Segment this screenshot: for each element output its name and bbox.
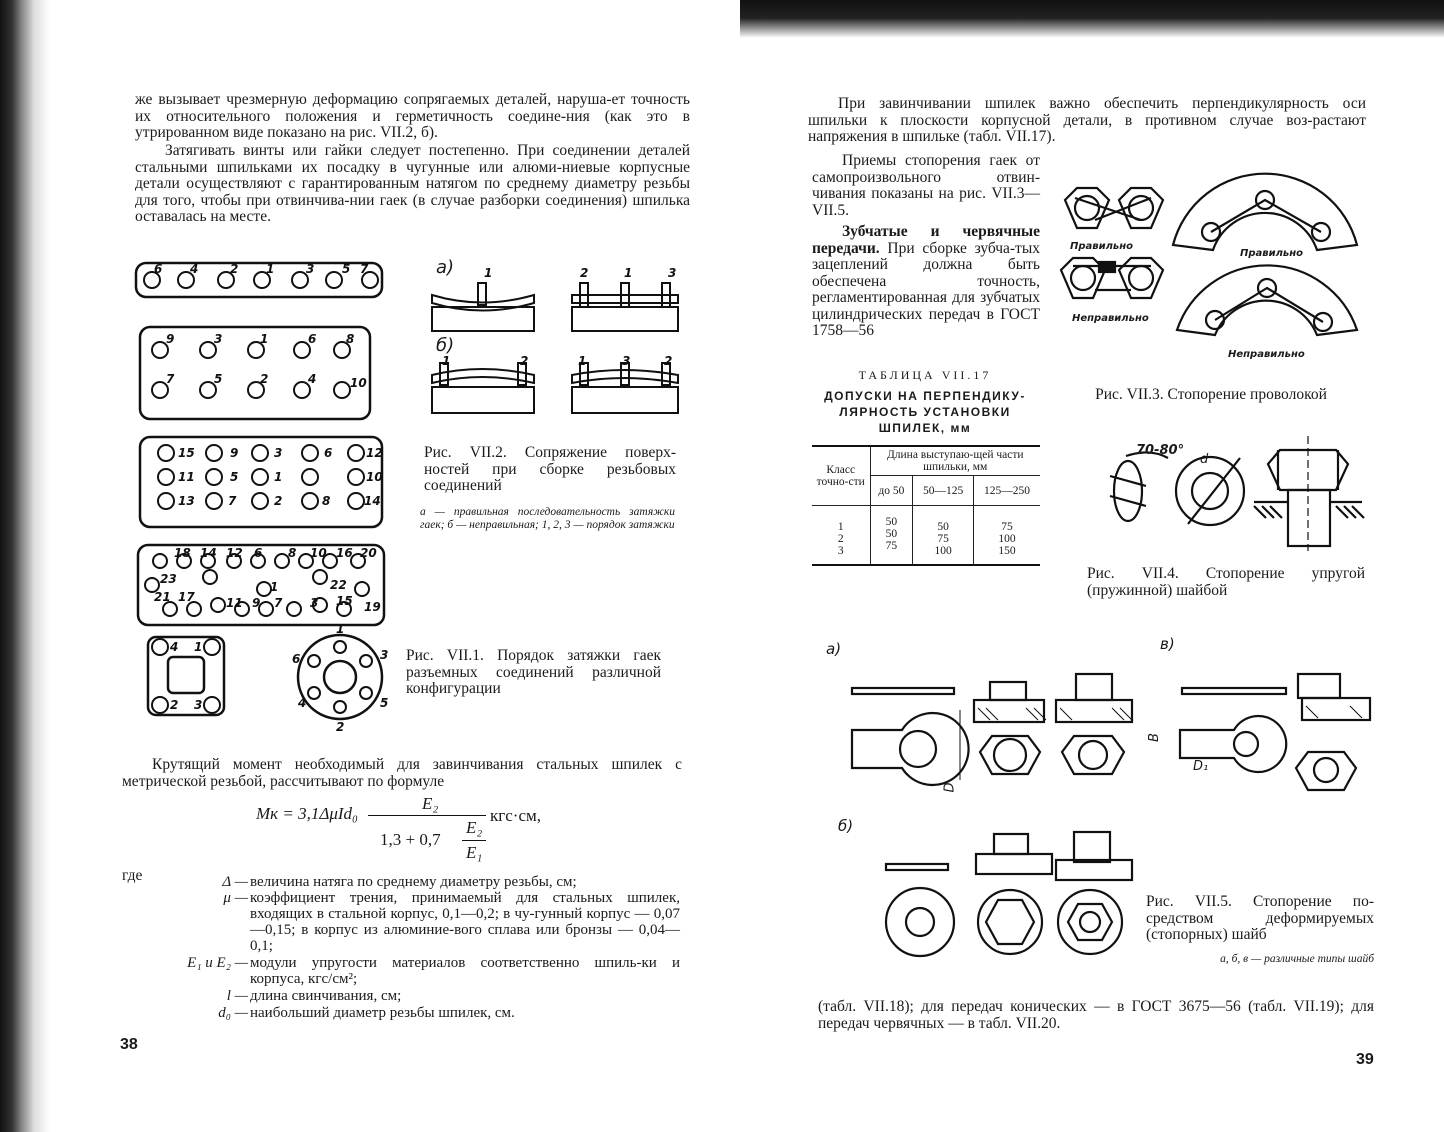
fig5-B-label: B [1146, 733, 1162, 742]
table-col-1: до 50 [870, 476, 913, 506]
svg-text:4: 4 [298, 696, 307, 710]
fig2-joint-diagrams [430, 265, 690, 425]
svg-text:2: 2 [170, 698, 179, 712]
svg-text:3: 3 [622, 354, 631, 368]
fig1-caption: Рис. VII.1. Порядок затяжки гаек разъемных соединений различной конфигурации [406, 647, 661, 697]
table-subtitle: ДОПУСКИ НА ПЕРПЕНДИКУ-ЛЯРНОСТЬ УСТАНОВКИ ШПИЛЕК, мм [824, 389, 1026, 435]
svg-text:2: 2 [664, 354, 673, 368]
page-number-left: 38 [120, 1036, 138, 1053]
definition-symbol: μ — [223, 890, 248, 906]
svg-text:7: 7 [360, 262, 369, 276]
svg-text:6: 6 [154, 262, 163, 276]
svg-text:3: 3 [668, 266, 677, 280]
svg-text:1: 1 [266, 262, 275, 276]
definition-text: наибольший диаметр резьбы шпилек, см. [250, 1005, 515, 1021]
svg-text:8: 8 [322, 494, 331, 508]
svg-text:11: 11 [226, 596, 243, 610]
definition-text: коэффициент трения, принимаемый для стальных шпилек, входящих в стальной корпус, 0,1—0,2; в чу-гунный корпус — 0,07—0,15; в корпус из алюминие-вого сплава или бронзы — 0,04—0,1; [250, 890, 680, 954]
fig5-letter-v: в) [1160, 635, 1175, 653]
fig1-plates [130, 255, 400, 734]
svg-text:1: 1 [260, 332, 269, 346]
fig4-angle-label: 70-80° [1136, 443, 1185, 458]
svg-text:6: 6 [292, 652, 301, 666]
right-para-4: (табл. VII.18); для передач конических — в ГОСТ 3675—56 (табл. VII.19); для передач червячных — в табл. VII.20. [818, 998, 1374, 1032]
definition-text: длина свинчивания, см; [250, 988, 402, 1004]
svg-text:15: 15 [178, 446, 195, 460]
svg-text:4: 4 [308, 372, 317, 386]
svg-text:7: 7 [228, 494, 237, 508]
fig5-subcaption: а, б, в — различные типы шайб [1220, 953, 1374, 965]
svg-text:6: 6 [308, 332, 317, 346]
svg-text:3: 3 [306, 262, 315, 276]
svg-text:23: 23 [160, 572, 177, 586]
svg-text:2: 2 [260, 372, 269, 386]
definition-text: модули упругости материалов соответственно шпиль-ки и корпуса, кгс/см²; [250, 955, 680, 987]
fig4-caption: Рис. VII.4. Стопорение упругой (пружинной) шайбой [1087, 565, 1365, 599]
fig3-wire-locking [1055, 170, 1365, 370]
formula-fraction-bar [368, 815, 486, 816]
svg-text:22: 22 [330, 578, 347, 592]
fig2-subcaption: а — правильная последовательность затяжки гаек; б — неправильная; 1, 2, 3 — порядок затяжки [420, 506, 675, 531]
svg-text:4: 4 [190, 262, 199, 276]
svg-text:14: 14 [200, 546, 217, 560]
svg-text:1: 1 [442, 354, 451, 368]
table-row [812, 506, 1040, 565]
page-edge-shadow [740, 0, 1444, 38]
svg-text:5: 5 [342, 262, 351, 276]
table-cell: 50 75 100 [913, 506, 974, 565]
svg-text:1: 1 [270, 580, 279, 594]
svg-text:1: 1 [578, 354, 587, 368]
table-cell: 1 2 3 [837, 521, 844, 557]
fig3-caption: Рис. VII.3. Стопорение проволокой [1095, 386, 1327, 403]
svg-text:20: 20 [360, 546, 377, 560]
fig5-D-label: D [942, 782, 958, 793]
left-para-1: же вызывает чрезмерную деформацию сопрягаемых деталей, наруша-ет точность их относительного положения и герметичность соедине-ния (как это в утрированном виде показано на рис. VII.2, б). [135, 91, 690, 141]
formula-lhs: Mк = 3,1ΔμId₀ [256, 804, 358, 823]
svg-text:2: 2 [274, 494, 283, 508]
svg-text:21: 21 [154, 590, 171, 604]
svg-text:8: 8 [288, 546, 297, 560]
table-col-2: 50—125 [913, 476, 974, 506]
svg-text:2: 2 [580, 266, 589, 280]
svg-text:9: 9 [230, 446, 239, 460]
where-label: где [122, 867, 143, 884]
definition-item [150, 890, 680, 954]
fig3-label-right-1: Правильно [1070, 241, 1134, 252]
table-head-class: Класс точно-сти [812, 447, 870, 506]
formula-numerator: E₂ [422, 794, 439, 813]
svg-text:10: 10 [350, 376, 367, 390]
svg-text:19: 19 [364, 600, 381, 614]
fig3-label-wrong-1: Неправильно [1072, 313, 1149, 324]
svg-text:7: 7 [274, 596, 283, 610]
svg-text:10: 10 [366, 470, 383, 484]
definition-item [150, 874, 680, 890]
svg-text:1: 1 [624, 266, 633, 280]
right-para-3 [812, 224, 1040, 340]
fig5-letter-b: б) [838, 817, 854, 835]
svg-text:1: 1 [336, 622, 345, 636]
right-para-2: Приемы стопорения гаек от самопроизвольного отвин-чивания показаны на рис. VII.3—VII.5. [812, 152, 1040, 219]
formula-denominator: 1,3 + 0,7 [380, 830, 441, 849]
svg-text:14: 14 [364, 494, 381, 508]
table-head-length: Длина выступаю-щей части шпильки, мм [870, 447, 1040, 476]
definition-text: величина натяга по среднему диаметру резьбы, см; [250, 874, 577, 890]
definition-item [150, 955, 680, 987]
fig3-label-right-2: Правильно [1240, 248, 1304, 259]
book-spine-shadow [0, 0, 50, 1132]
svg-text:4: 4 [170, 640, 179, 654]
svg-text:6: 6 [254, 546, 263, 560]
definition-symbol: E₁ и E₂ — [187, 955, 248, 971]
fig2-letter-b: б) [436, 335, 455, 356]
fig5-caption: Рис. VII.5. Стопорение по-средством деформируемых (стопорных) шайб [1146, 893, 1374, 943]
definition-symbol: Δ — [222, 874, 248, 890]
formula-units: кгс·см, [490, 806, 541, 825]
definition-item [150, 1005, 680, 1021]
svg-text:6: 6 [324, 446, 333, 460]
table-title: ТАБЛИЦА VII.17 [858, 368, 992, 382]
svg-text:5: 5 [380, 696, 389, 710]
page-number-right: 39 [1356, 1051, 1374, 1068]
svg-text:1: 1 [274, 470, 283, 484]
fig2-letter-a: а) [436, 257, 455, 278]
formula-inner-bar [462, 840, 486, 841]
fig4-d-label: d [1200, 452, 1209, 467]
svg-text:2: 2 [230, 262, 239, 276]
svg-text:2: 2 [520, 354, 529, 368]
svg-text:11: 11 [178, 470, 195, 484]
left-para-2: Затягивать винты или гайки следует постепенно. При соединении деталей стальными шпильками их посадку в чугунные или алюми-ниевые корпусные детали осуществляют с гарантированным натягом по среднему диаметру резьбы для того, чтобы при отвинчива-нии гаек (в случае разборки соединения) шпилька оставалась на месте. [135, 142, 690, 225]
svg-text:16: 16 [336, 546, 353, 560]
right-para-3-text: При сборке зубча-тых зацеплений должна быть обеспечена точность, регламентированная для зубчатых цилиндрических передач в ГОСТ 1758—56 [812, 239, 1040, 339]
svg-text:3: 3 [194, 698, 203, 712]
svg-text:3: 3 [274, 446, 283, 460]
svg-text:3: 3 [380, 648, 389, 662]
definition-symbol: l — [226, 988, 248, 1004]
right-para-1: При завинчивании шпилек важно обеспечить перпендикулярность оси шпильки к плоскости корпусной детали, в противном случае воз-растают напряжения в шпильке (табл. VII.17). [808, 95, 1366, 145]
svg-text:9: 9 [166, 332, 175, 346]
svg-text:12: 12 [226, 546, 243, 560]
svg-text:9: 9 [252, 596, 261, 610]
formula-inner-numerator: E₂ [466, 818, 483, 837]
svg-text:5: 5 [230, 470, 239, 484]
definition-item [150, 988, 680, 1004]
definition-symbol: d₀ — [218, 1005, 248, 1021]
svg-text:15: 15 [336, 594, 353, 608]
fig3-label-wrong-2: Неправильно [1228, 349, 1305, 360]
tolerance-table [812, 445, 1040, 566]
table-cell: 75 100 150 [973, 506, 1040, 565]
svg-text:2: 2 [336, 720, 345, 734]
fig4-spring-washer [1090, 436, 1370, 551]
left-para-3: Крутящий момент необходимый для завинчивания стальных шпилек с метрической резьбой, рассчитывают по формуле [122, 756, 682, 790]
svg-text:5: 5 [214, 372, 223, 386]
svg-text:8: 8 [346, 332, 355, 346]
table-cell: 50 50 75 [870, 506, 913, 565]
fig2-caption: Рис. VII.2. Сопряжение поверх-ностей при сборке резьбовых соединений [424, 444, 676, 494]
svg-text:17: 17 [178, 590, 195, 604]
svg-text:1: 1 [194, 640, 203, 654]
fig5-letter-a: а) [826, 640, 842, 658]
fig5-D1-label: D₁ [1193, 759, 1209, 774]
svg-text:3: 3 [214, 332, 223, 346]
svg-text:13: 13 [178, 494, 195, 508]
svg-text:7: 7 [166, 372, 175, 386]
svg-text:12: 12 [366, 446, 383, 460]
svg-text:18: 18 [174, 546, 191, 560]
svg-text:10: 10 [310, 546, 327, 560]
right-para-3-heading: Зубчатые и червячные передачи. [812, 223, 1040, 257]
svg-text:3: 3 [310, 596, 319, 610]
formula-inner-denominator: E₁ [466, 843, 483, 862]
table-col-3: 125—250 [973, 476, 1040, 506]
svg-text:1: 1 [484, 266, 493, 280]
